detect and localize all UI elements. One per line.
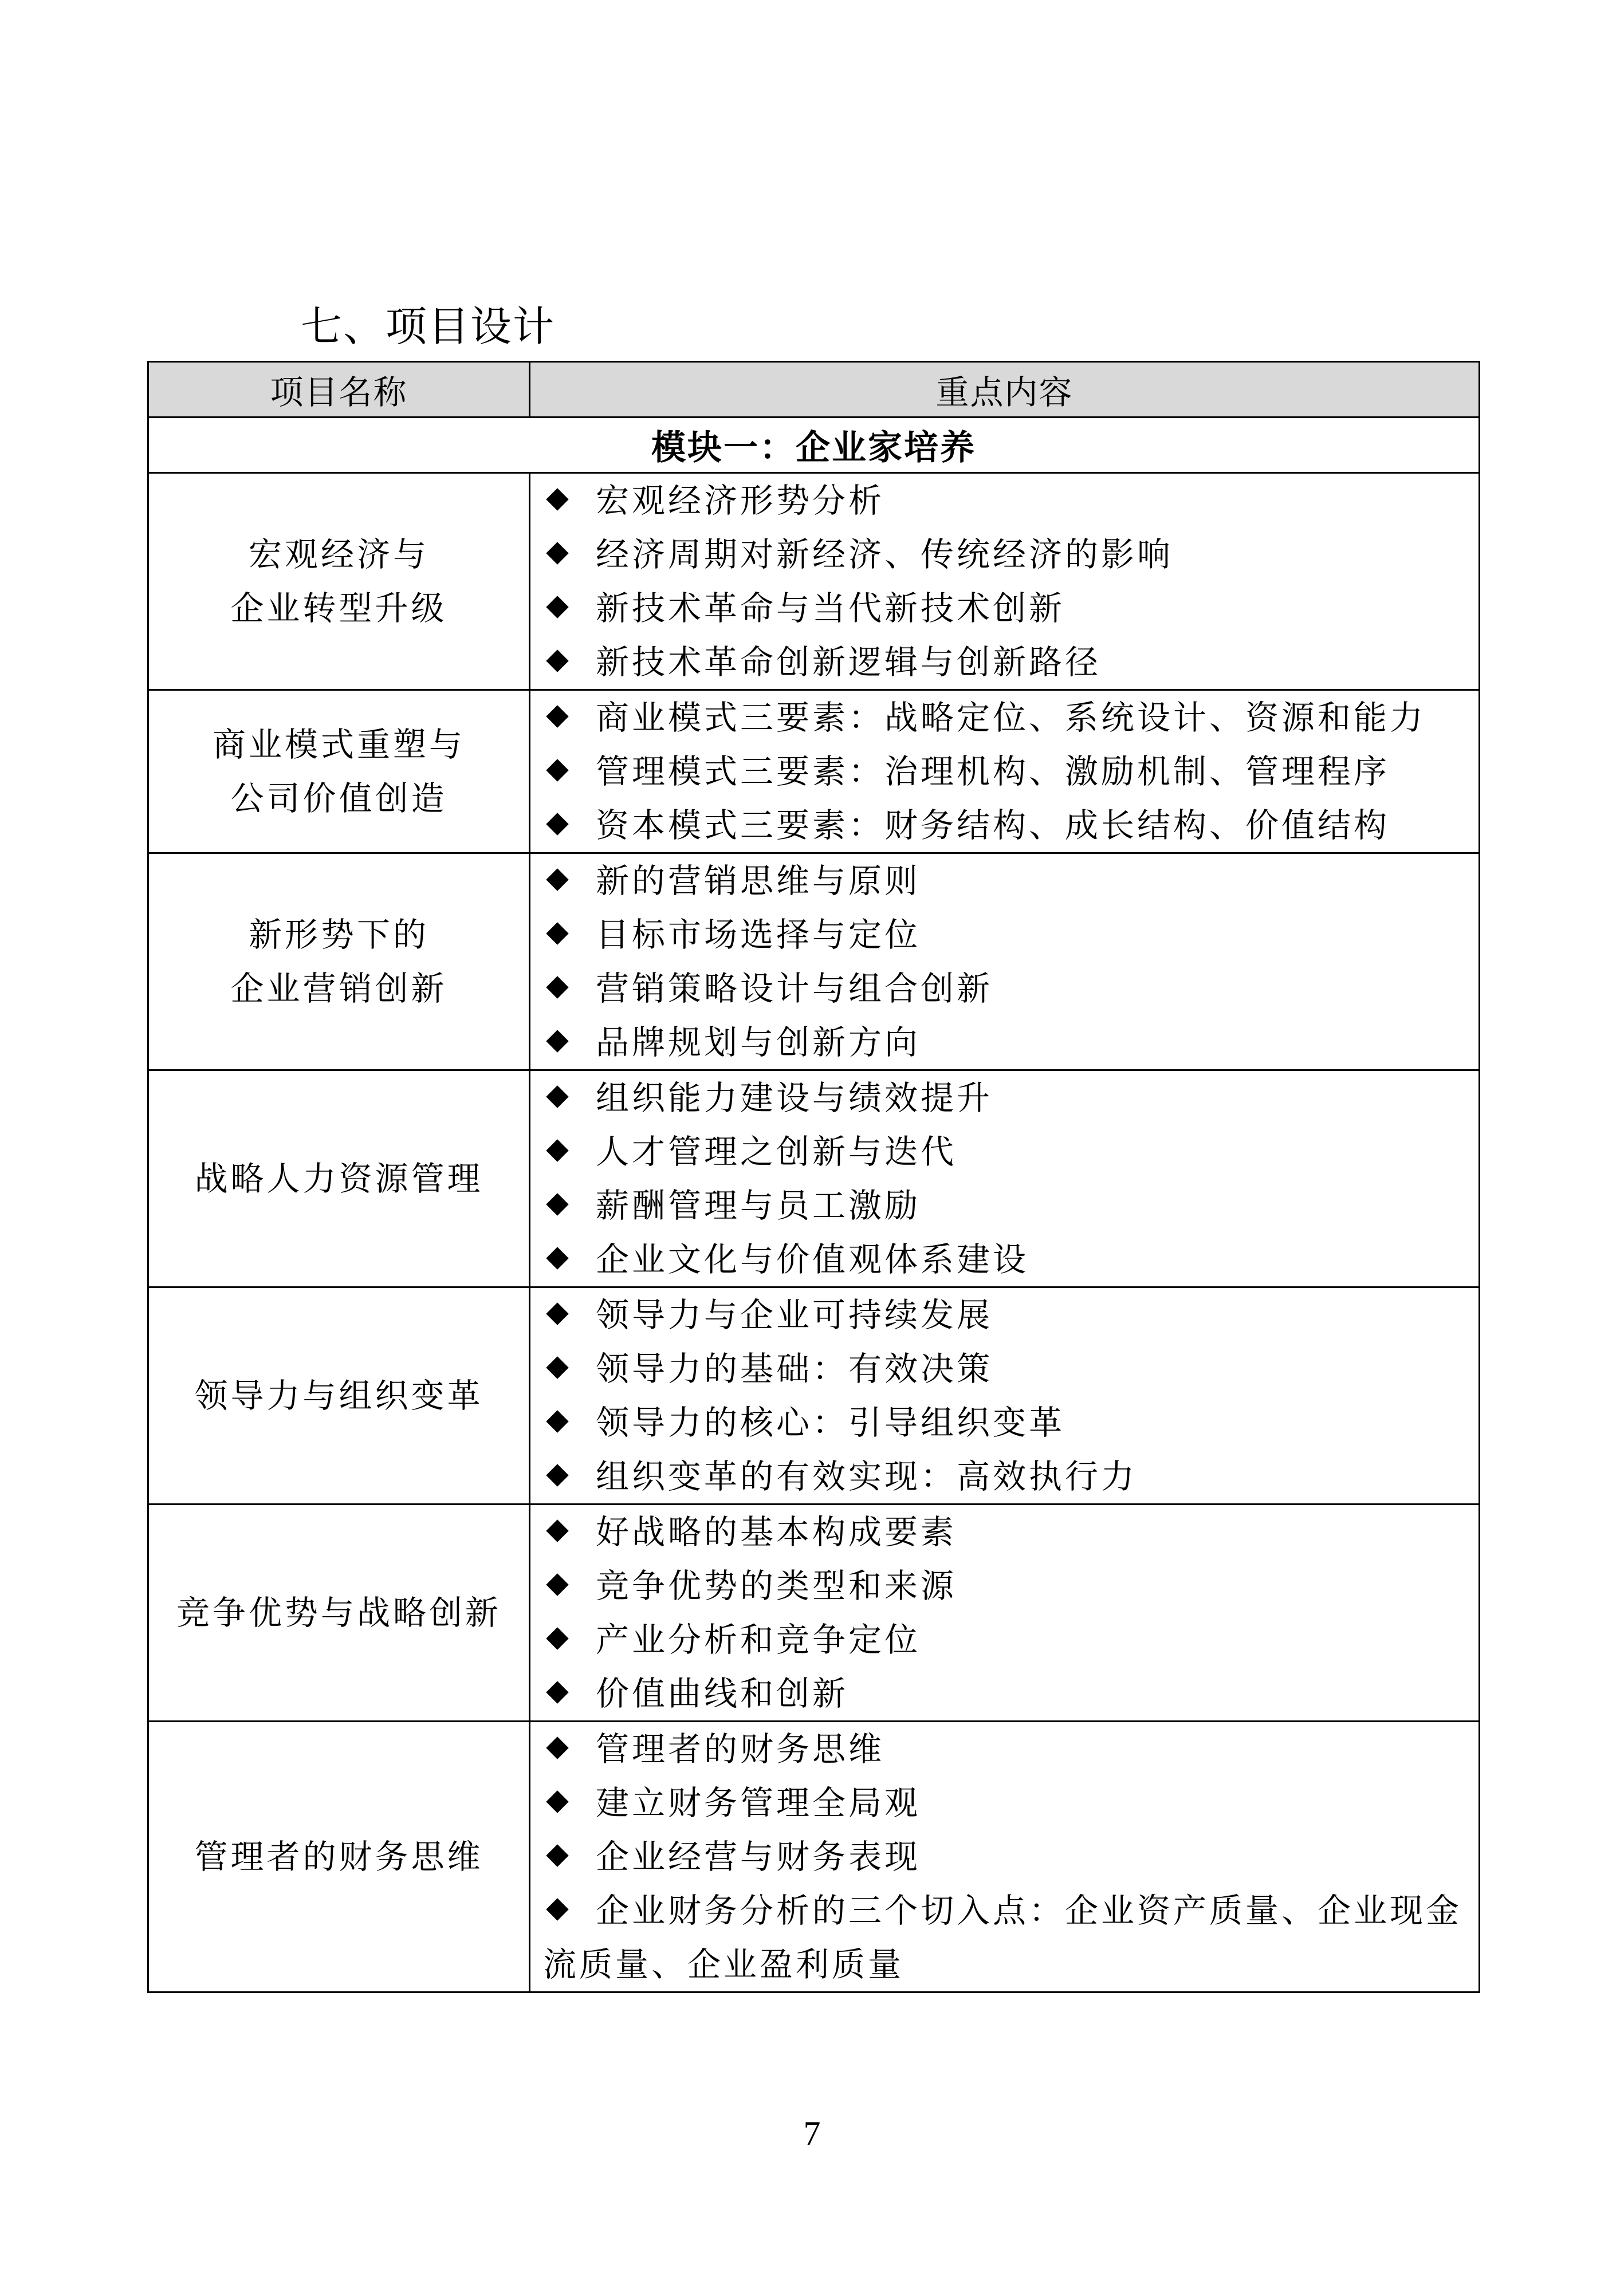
diamond-bullet-icon (546, 759, 568, 781)
content-bullet-item (543, 1071, 1478, 1125)
diamond-bullet-icon (546, 542, 568, 564)
project-design-table (147, 361, 1480, 1993)
diamond-bullet-icon (546, 1519, 568, 1542)
project-name-cell (148, 1287, 530, 1505)
content-bullet-item (543, 1505, 1478, 1559)
content-bullet-text: 领导力的核心：引导组织变革 (596, 1403, 1065, 1442)
diamond-bullet-icon (546, 868, 568, 891)
content-bullet-text: 建立财务管理全局观 (596, 1783, 921, 1822)
content-bullet-text: 价值曲线和创新 (596, 1674, 849, 1713)
key-content-cell (530, 1505, 1480, 1722)
key-content-cell (530, 1287, 1480, 1505)
content-bullet-item (543, 1776, 1478, 1830)
diamond-bullet-icon (546, 1193, 568, 1215)
diamond-bullet-icon (546, 1030, 568, 1052)
key-content-cell (530, 853, 1480, 1070)
diamond-bullet-icon (546, 813, 568, 835)
diamond-bullet-icon (546, 596, 568, 618)
content-bullet-item (543, 908, 1478, 962)
content-bullet-text: 产业分析和竞争定位 (596, 1620, 921, 1659)
content-bullet-item (543, 854, 1478, 908)
content-bullet-text: 好战略的基本构成要素 (596, 1513, 957, 1551)
table-row (148, 1287, 1480, 1505)
header-project-name: 项目名称 (148, 362, 530, 418)
diamond-bullet-icon (546, 1627, 568, 1649)
content-bullet-item (543, 474, 1478, 527)
content-bullet-item (543, 1722, 1478, 1776)
diamond-bullet-icon (546, 488, 568, 510)
table-row (148, 690, 1480, 853)
project-name-line: 新形势下的 (248, 915, 429, 954)
project-name-line: 竞争优势与战略创新 (176, 1593, 501, 1632)
diamond-bullet-icon (546, 1302, 568, 1325)
content-bullet-item (543, 1342, 1478, 1396)
page-number: 7 (803, 2114, 821, 2152)
project-name-line: 战略人力资源管理 (194, 1159, 483, 1198)
diamond-bullet-icon (546, 649, 568, 672)
diamond-bullet-icon (546, 1464, 568, 1486)
diamond-bullet-icon (546, 1573, 568, 1596)
content-bullet-text: 管理模式三要素：治理机构、激励机制、管理程序 (596, 752, 1390, 791)
diamond-bullet-icon (546, 1898, 568, 1920)
diamond-bullet-icon (546, 705, 568, 727)
diamond-bullet-icon (546, 1736, 568, 1759)
content-bullet-item (543, 1613, 1478, 1667)
project-name-line: 领导力与组织变革 (194, 1376, 483, 1415)
content-bullet-item (543, 1884, 1478, 1991)
content-bullet-item (543, 1396, 1478, 1450)
content-bullet-item (543, 745, 1478, 798)
content-bullet-text: 管理者的财务思维 (596, 1730, 885, 1769)
content-bullet-text: 企业经营与财务表现 (596, 1837, 921, 1876)
content-bullet-item (543, 962, 1478, 1015)
content-bullet-text: 商业模式三要素：战略定位、系统设计、资源和能力 (596, 698, 1426, 737)
content-bullet-text: 企业文化与价值观体系建设 (596, 1240, 1029, 1279)
content-bullet-text: 资本模式三要素：财务结构、成长结构、价值结构 (596, 806, 1390, 845)
diamond-bullet-icon (546, 1085, 568, 1108)
content-bullet-text: 领导力的基础：有效决策 (596, 1349, 993, 1388)
content-bullet-text: 新的营销思维与原则 (596, 861, 921, 900)
module-row (148, 418, 1480, 473)
content-bullet-text: 组织能力建设与绩效提升 (596, 1078, 993, 1117)
diamond-bullet-icon (546, 922, 568, 944)
header-key-content: 重点内容 (530, 362, 1480, 418)
content-bullet-text: 宏观经济形势分析 (596, 481, 885, 520)
content-bullet-item (543, 1450, 1478, 1503)
content-bullet-text: 经济周期对新经济、传统经济的影响 (596, 535, 1174, 574)
content-bullet-item (543, 581, 1478, 635)
content-bullet-text: 目标市场选择与定位 (596, 915, 921, 954)
key-content-cell (530, 473, 1480, 690)
project-name-line: 企业营销创新 (230, 969, 447, 1008)
content-bullet-text: 品牌规划与创新方向 (596, 1023, 921, 1062)
module-title: 模块一：企业家培养 (148, 418, 1480, 473)
table-row (148, 1070, 1480, 1287)
project-name-cell (148, 1070, 530, 1287)
content-bullet-item (543, 1667, 1478, 1720)
diamond-bullet-icon (546, 1247, 568, 1269)
project-name-line: 商业模式重塑与 (212, 725, 465, 764)
diamond-bullet-icon (546, 1844, 568, 1866)
key-content-cell (530, 1070, 1480, 1287)
content-bullet-text: 薪酬管理与员工激励 (596, 1186, 921, 1225)
content-bullet-item (543, 1232, 1478, 1286)
content-bullet-text: 新技术革命与当代新技术创新 (596, 589, 1065, 628)
project-name-cell (148, 1722, 530, 1992)
table-row (148, 473, 1480, 690)
table-row (148, 1505, 1480, 1722)
content-bullet-item (543, 798, 1478, 852)
content-bullet-text: 竞争优势的类型和来源 (596, 1566, 957, 1605)
project-name-line: 管理者的财务思维 (194, 1837, 483, 1876)
project-name-cell (148, 1505, 530, 1722)
content-bullet-text: 营销策略设计与组合创新 (596, 969, 993, 1008)
key-content-cell (530, 690, 1480, 853)
content-bullet-item (543, 691, 1478, 745)
diamond-bullet-icon (546, 1410, 568, 1432)
content-bullet-text: 企业财务分析的三个切入点：企业资产质量、企业现金流质量、企业盈利质量 (543, 1891, 1462, 1984)
table-row (148, 1722, 1480, 1992)
project-name-line: 公司价值创造 (230, 779, 447, 818)
content-bullet-item (543, 527, 1478, 581)
project-name-line: 企业转型升级 (230, 589, 447, 628)
project-name-cell (148, 473, 530, 690)
project-name-cell (148, 853, 530, 1070)
diamond-bullet-icon (546, 1139, 568, 1161)
diamond-bullet-icon (546, 1681, 568, 1703)
diamond-bullet-icon (546, 1790, 568, 1813)
content-bullet-text: 领导力与企业可持续发展 (596, 1295, 993, 1334)
content-bullet-text: 人才管理之创新与迭代 (596, 1132, 957, 1171)
content-bullet-item (543, 1288, 1478, 1342)
section-heading: 七、项目设计 (301, 302, 556, 350)
content-bullet-item (543, 635, 1478, 689)
content-bullet-item (543, 1830, 1478, 1884)
content-bullet-item (543, 1559, 1478, 1613)
content-bullet-item (543, 1015, 1478, 1069)
table-header-row (148, 362, 1480, 418)
key-content-cell (530, 1722, 1480, 1992)
diamond-bullet-icon (546, 976, 568, 998)
content-bullet-item (543, 1125, 1478, 1179)
project-name-line: 宏观经济与 (248, 535, 429, 574)
content-bullet-item (543, 1179, 1478, 1232)
content-bullet-text: 组织变革的有效实现：高效执行力 (596, 1457, 1138, 1496)
diamond-bullet-icon (546, 1356, 568, 1379)
project-name-cell (148, 690, 530, 853)
content-bullet-text: 新技术革命创新逻辑与创新路径 (596, 643, 1102, 682)
table-row (148, 853, 1480, 1070)
